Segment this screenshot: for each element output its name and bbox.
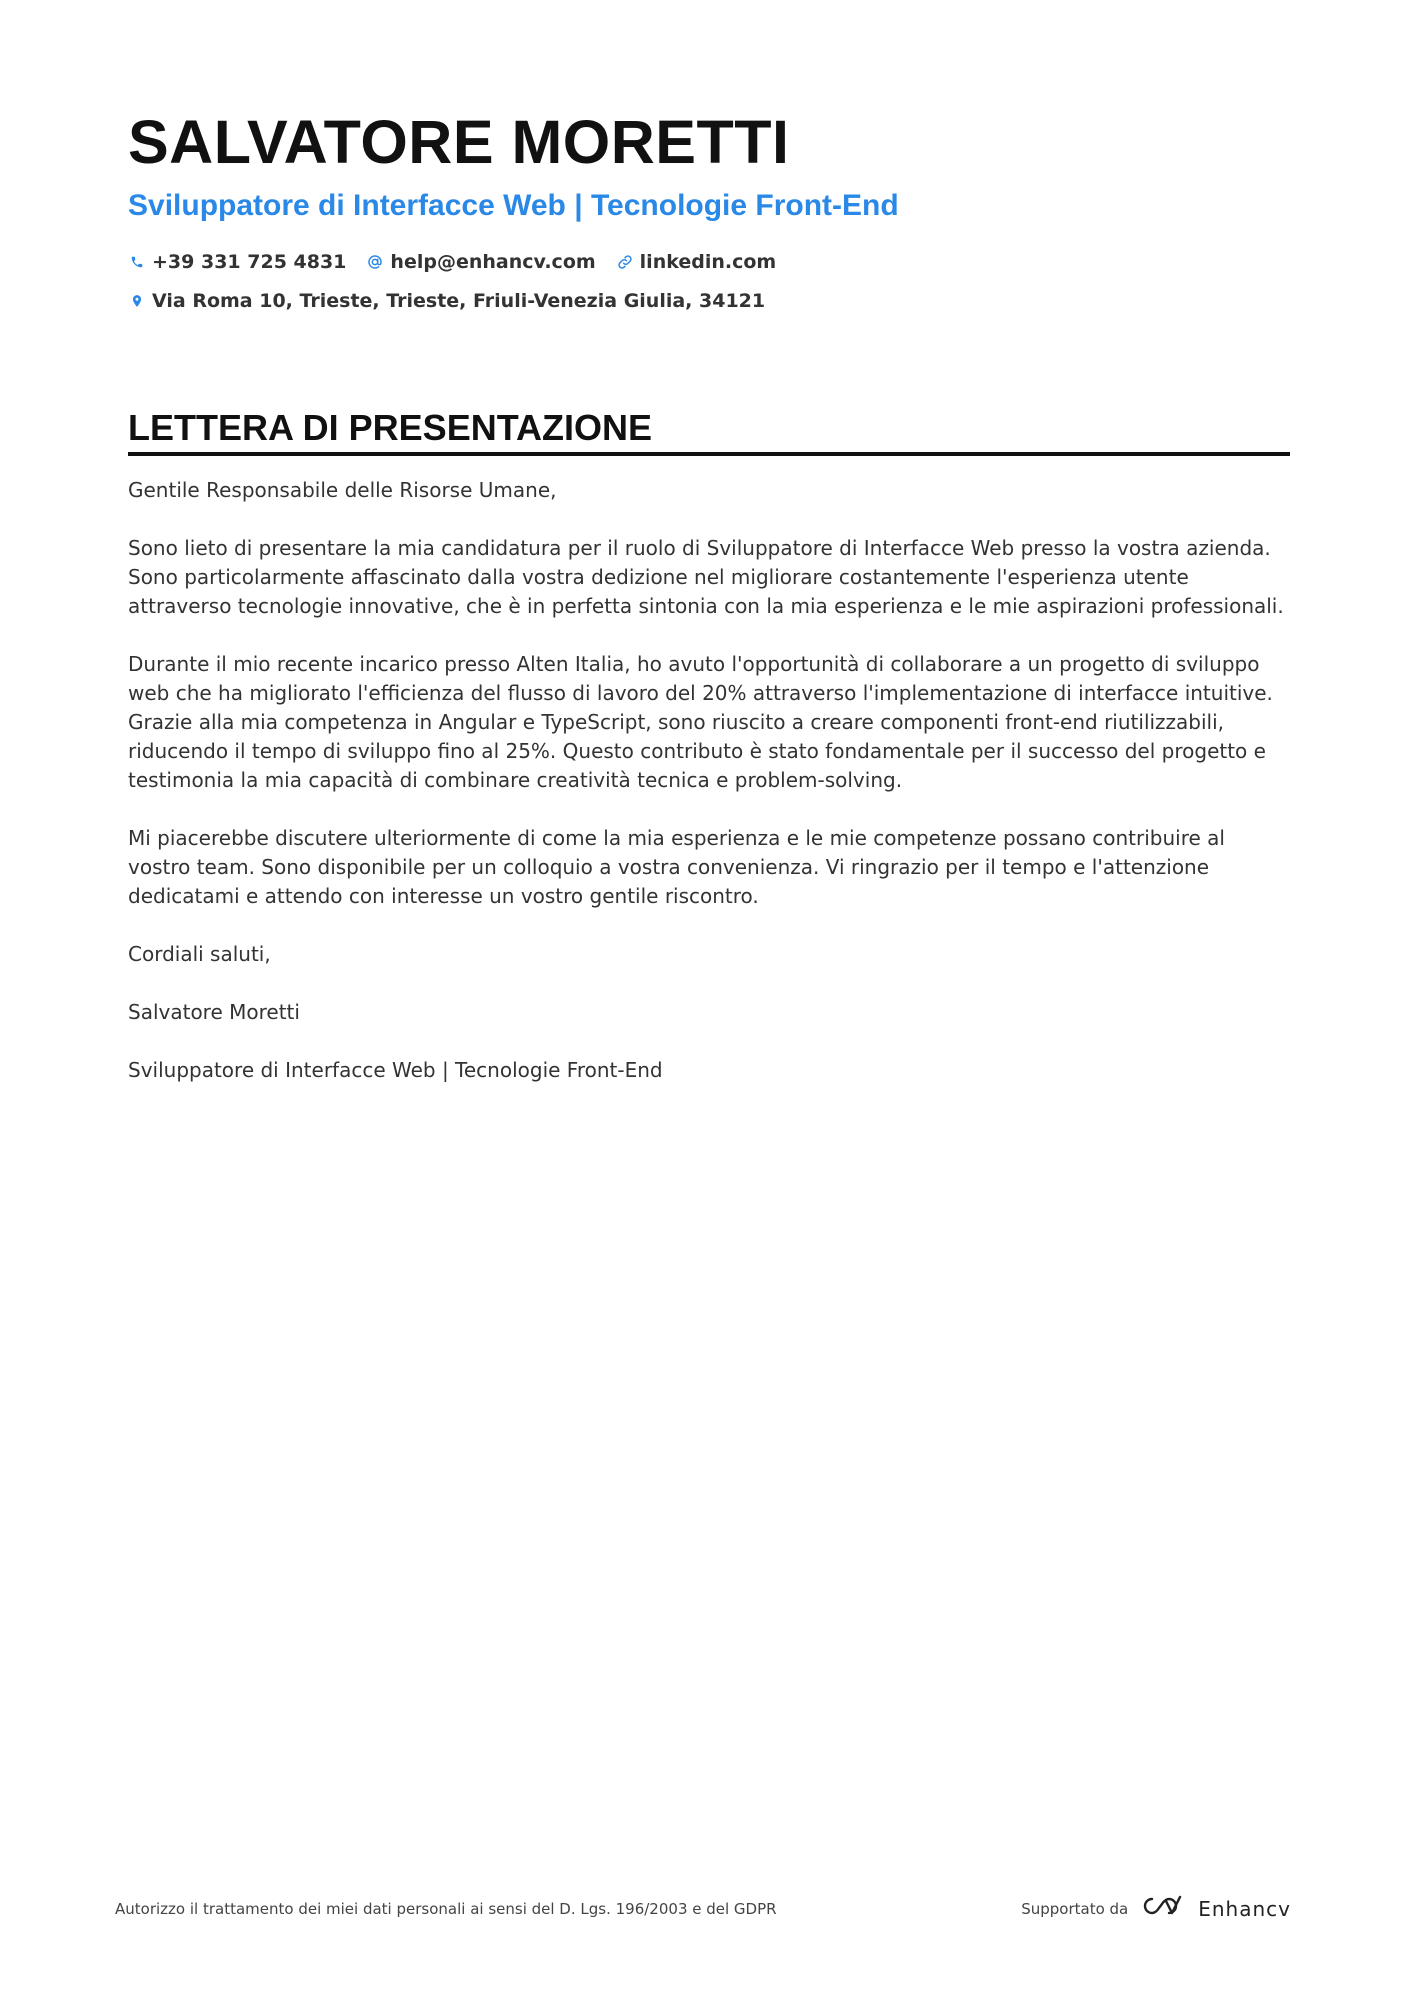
phone-icon xyxy=(128,253,146,271)
cover-letter-page xyxy=(128,104,1290,1114)
signature-name: Salvatore Moretti xyxy=(128,1000,300,1024)
contact-row-address xyxy=(128,281,1290,320)
letter-paragraph: Mi piacerebbe discutere ulteriormente di come la mia esperienza e le mie competenze possano contribuire al vostro team. Sono disponibile per un colloquio a vostra convenienza. Vi ringrazio per il tempo e l'attenzione dedicatami e attendo con interesse un vostro gentile riscontro. xyxy=(128,826,1225,908)
enhancv-logo[interactable] xyxy=(1140,1894,1291,1923)
candidate-role: Sviluppatore di Interfacce Web | Tecnologie Front-End xyxy=(128,189,899,222)
contact-row-primary xyxy=(128,242,1290,281)
privacy-consent: Autorizzo il trattamento dei miei dati personali ai sensi del D. Lgs. 196/2003 e del GDPR xyxy=(115,1899,777,1918)
powered-by xyxy=(1021,1894,1291,1923)
enhancv-wordmark: Enhancv xyxy=(1198,1896,1291,1921)
section-divider xyxy=(128,452,1290,456)
phone-number[interactable]: +39 331 725 4831 xyxy=(152,250,347,273)
contact-address xyxy=(128,290,765,312)
contact-email xyxy=(366,251,595,273)
email-address[interactable]: help@enhancv.com xyxy=(390,250,596,273)
at-icon xyxy=(366,253,384,271)
signature-role: Sviluppatore di Interfacce Web | Tecnologie Front-End xyxy=(128,1058,663,1082)
location-pin-icon xyxy=(128,292,146,310)
letter-paragraph: Durante il mio recente incarico presso Alten Italia, ho avuto l'opportunità di collaborare a un progetto di sviluppo web che ha migliorato l'efficienza del flusso di lavoro del 20% attraverso l'implementazione di interfacce intuitive. Grazie alla mia competenza in Angular e TypeScript, sono riuscito a creare componenti front-end riutilizzabili, riducendo il tempo di sviluppo fino al 25%. Questo contributo è stato fondamentale per il successo del progetto e testimonia la mia capacità di combinare creatività tecnica e problem-solving. xyxy=(128,652,1273,792)
candidate-name: SALVATORE MORETTI xyxy=(128,108,790,176)
contact-phone xyxy=(128,251,346,273)
section-title: LETTERA DI PRESENTAZIONE xyxy=(128,407,653,448)
contact-linkedin xyxy=(616,251,777,273)
address-text: Via Roma 10, Trieste, Trieste, Friuli-Venezia Giulia, 34121 xyxy=(152,289,766,312)
letter-body xyxy=(128,476,1290,1085)
letter-paragraph: Sono lieto di presentare la mia candidatura per il ruolo di Sviluppatore di Interfacce Web presso la vostra azienda. Sono particolarmente affascinato dalla vostra dedizione nel migliorare costantemente l'esperienza utente attraverso tecnologie innovative, che è in perfetta sintonia con la mia esperienza e le mie aspirazioni professionali. xyxy=(128,536,1284,618)
powered-by-label: Supportato da xyxy=(1021,1899,1129,1918)
linkedin-link[interactable]: linkedin.com xyxy=(639,250,777,273)
letter-closing: Cordiali saluti, xyxy=(128,942,271,966)
page-footer xyxy=(115,1894,1291,1923)
letter-greeting: Gentile Responsabile delle Risorse Umane, xyxy=(128,478,557,502)
link-icon xyxy=(616,253,634,271)
enhancv-logo-icon xyxy=(1140,1894,1184,1923)
contact-info xyxy=(128,242,1290,320)
